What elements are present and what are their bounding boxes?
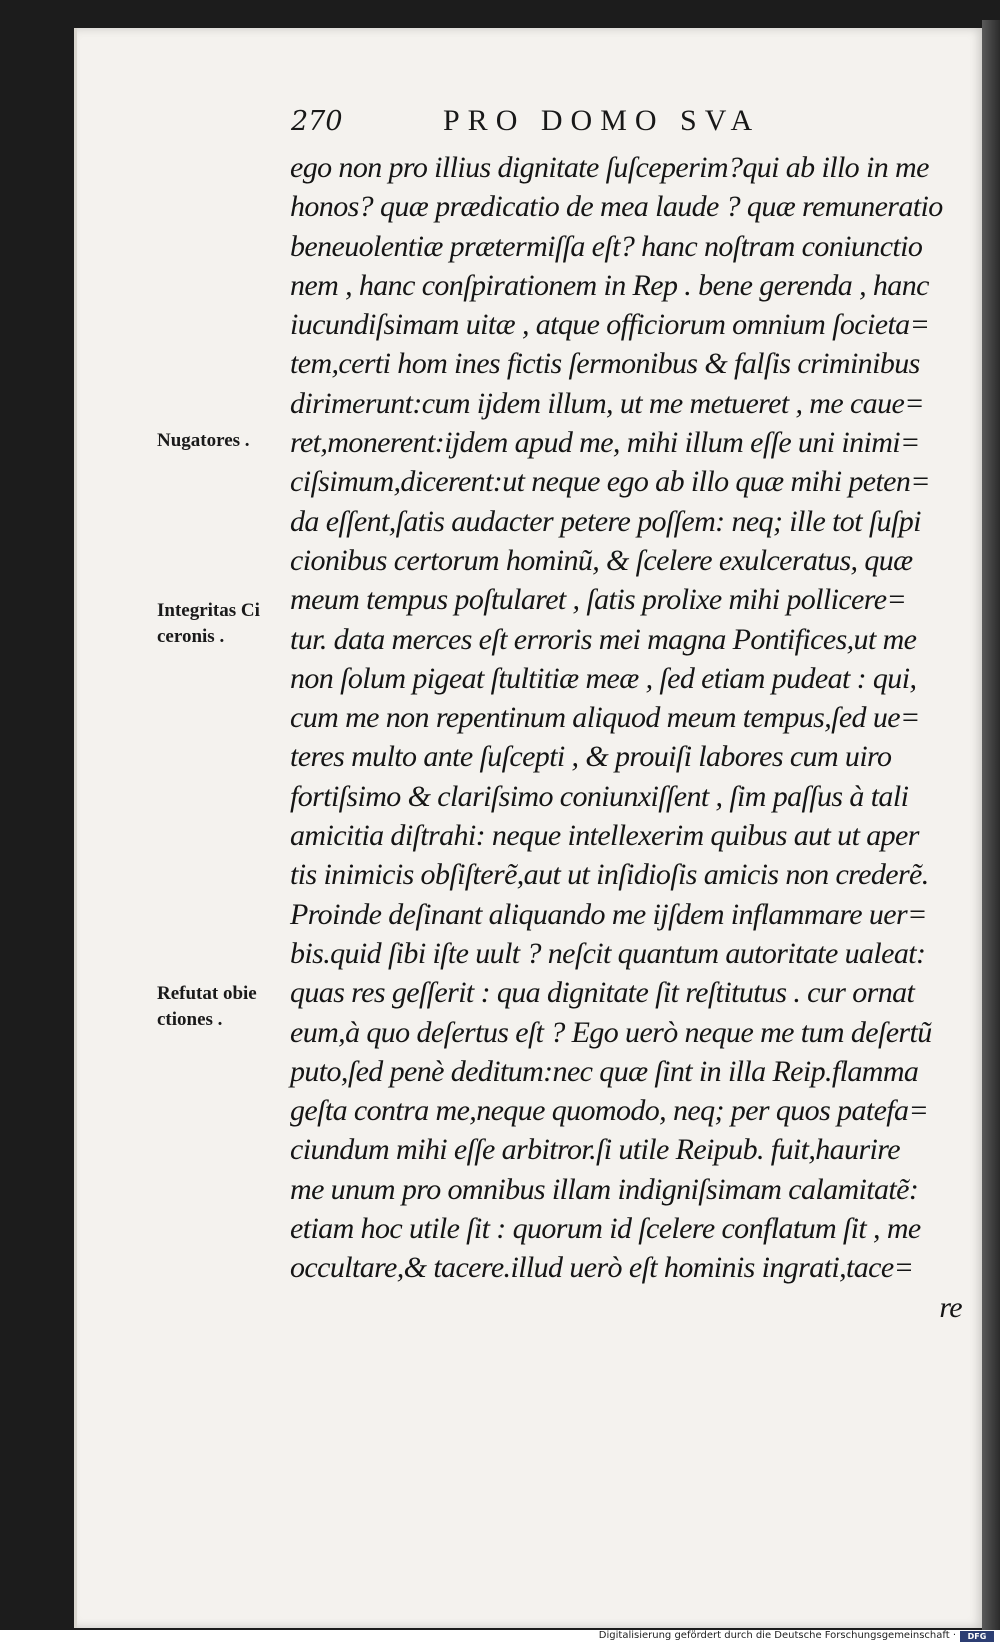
text-line: ciundum mihi eſſe arbitror.ſi utile Reipub. fuit,haurire [290,1133,900,1167]
text-line: etiam hoc utile ſit : quorum id ſcelere conflatum ſit , me [290,1212,921,1246]
text-line: quas res geſſerit : qua dignitate ſit reſtitutus . cur ornat [290,976,915,1010]
marginal-note-refutat [157,981,257,1033]
text-line: ciſsimum,dicerent:ut neque ego ab illo quæ mihi peten= [290,465,930,499]
text-line: honos? quæ prædicatio de mea laude ? quæ remuneratio [290,190,943,224]
marginal-note-integritas [157,598,260,650]
funding-credit: Digitalisierung gefördert durch die Deutsche Forschungsgemeinschaft · [598,1630,956,1641]
marginal-note-line: Integritas Ci [157,600,260,621]
text-line: puto,ſed penè deditum:nec quæ ſint in illa Reip.flamma [290,1054,919,1088]
text-line: beneuolentiæ prætermiſſa eſt? hanc noſtram coniunctio [290,229,923,263]
marginal-note-line: ceronis . [157,626,225,647]
text-line: amicitia diſtrahi: neque intellexerim quibus aut ut aper [290,819,919,853]
marginal-note-nugatores [157,428,250,454]
folio-number: 270 [291,106,343,137]
text-line: me unum pro omnibus illam indigniſsimam calamitatẽ: [290,1172,919,1206]
marginal-note-line: ctiones . [157,1009,223,1030]
book-edge [982,20,1000,1630]
marginal-note-line: Nugatores . [157,430,250,451]
text-line: ret,monerent:ijdem apud me, mihi illum eſſe uni inimi= [290,426,920,460]
text-line: da eſſent,ſatis audacter petere poſſem: neq; ille tot ſuſpi [290,504,921,538]
running-title: PRO DOMO SVA [443,104,761,137]
text-line: eum,à quo deſertus eſt ? Ego uerò neque me tum deſertũ [290,1015,932,1049]
page-header [77,104,985,144]
text-line: occultare,& tacere.illud uerò eſt hominis ingrati,tace= [290,1251,914,1285]
dfg-logo: DFG [960,1631,994,1642]
text-line: meum tempus poſtularet , ſatis prolixe mihi pollicere= [290,583,907,617]
text-line: Proinde deſinant aliquando me ijſdem inflammare uer= [290,897,927,931]
text-line: teres multo ante ſuſcepti , & prouiſi labores cum uiro [290,740,892,774]
body-text [290,148,980,1327]
text-line: fortiſsimo & clariſsimo coniunxiſſent , ſim paſſus à tali [290,779,909,813]
marginal-note-line: Refutat obie [157,983,257,1004]
text-line: non ſolum pigeat ſtultitiæ meæ , ſed etiam pudeat : qui, [290,661,917,695]
footer-bar [0,1630,1000,1643]
book-page [74,28,985,1628]
text-line: tem,certi hom ines fictis ſermonibus & falſis criminibus [290,347,920,381]
text-line: tur. data merces eſt erroris mei magna Pontifices,ut me [290,622,917,656]
text-line: bis.quid ſibi iſte uult ? neſcit quantum autoritate ualeat: [290,936,926,970]
text-line: dirimerunt:cum ijdem illum, ut me metueret , me caue= [290,386,924,420]
text-line: iucundiſsimam uitæ , atque officiorum omnium ſocieta= [290,308,930,342]
text-line: ego non pro illius dignitate ſuſceperim?qui ab illo in me [290,151,929,184]
catchword: re [939,1290,962,1324]
text-line: geſta contra me,neque quomodo, neq; per quos patefa= [290,1094,929,1128]
text-line: tis inimicis obſiſterẽ,aut ut inſidioſis amicis non crederẽ. [290,858,929,892]
text-line: nem , hanc conſpirationem in Rep . bene gerenda , hanc [290,268,929,302]
text-line: cionibus certorum hominũ, & ſcelere exulceratus, quæ [290,543,913,577]
text-line: cum me non repentinum aliquod meum tempus,ſed ue= [290,701,920,735]
